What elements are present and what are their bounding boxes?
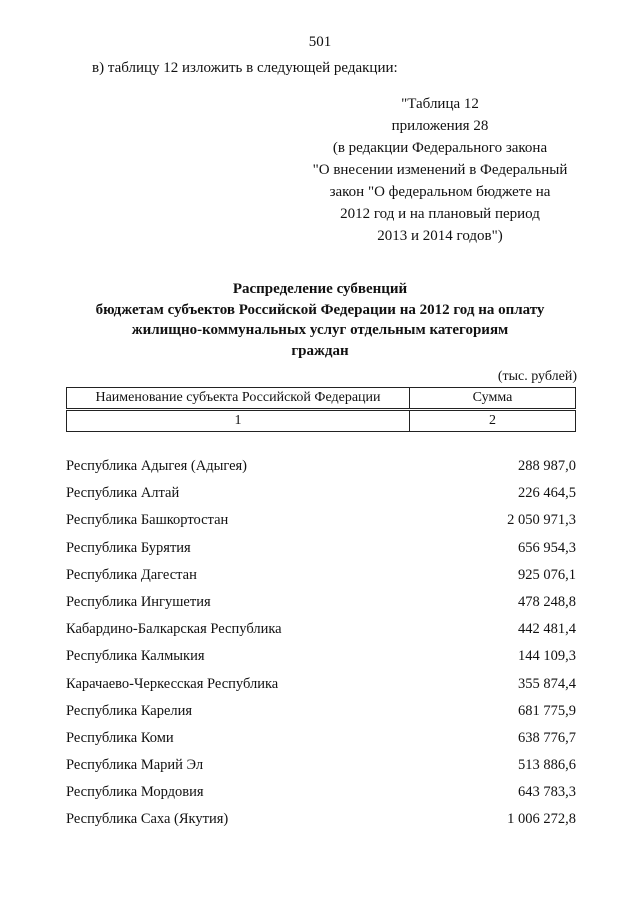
region-name: Республика Калмыкия [66,648,205,665]
table-caption [290,93,590,247]
header-amount: Сумма [410,388,576,410]
caption-line: "О внесении изменений в Федеральный [312,162,568,178]
amount-value: 288 987,0 [518,458,576,474]
title-line: жилищно-коммунальных услуг отдельным категориям [131,322,509,338]
region-name: Республика Алтай [66,485,180,502]
caption-line: 2012 год и на плановый период [340,206,540,222]
table-row [66,567,576,594]
region-name: Республика Марий Эл [66,757,204,774]
amount-value: 1 006 272,8 [507,811,576,828]
amount-value: 681 775,9 [518,702,576,719]
amount-value: 925 076,1 [518,566,576,583]
amount-value: 478 248,8 [518,593,576,610]
table-row [66,485,576,512]
region-name: Республика Адыгея (Адыгея) [66,458,248,474]
region-name: Республика Саха (Якутия) [66,811,229,828]
table-header [66,387,576,432]
title-line: Распределение субвенций [232,281,408,297]
unit-label: (тыс. рублей) [497,369,577,384]
region-name: Республика Карелия [66,702,193,719]
title-line: граждан [291,342,349,359]
table-row [66,676,576,703]
amount-value: 442 481,4 [518,621,576,638]
table-row [66,811,576,838]
table-row [66,757,576,784]
region-name: Карачаево-Черкесская Республика [66,675,279,692]
amount-value: 656 954,3 [518,539,576,556]
table-row [66,540,576,567]
header-row [67,388,576,410]
region-name: Республика Коми [66,729,174,746]
amount-value: 643 783,3 [518,784,576,801]
amount-value: 355 874,4 [518,675,576,692]
region-name: Республика Башкортостан [66,512,229,529]
amount-value: 513 886,6 [518,757,576,774]
column-number: 2 [410,410,576,432]
amount-value: 638 776,7 [518,729,576,746]
amount-value: 226 464,5 [518,485,576,502]
table-row [66,648,576,675]
table-row [66,784,576,811]
table-row [66,594,576,621]
region-name: Республика Мордовия [66,784,204,801]
column-number-row [67,410,576,432]
caption-line: приложения 28 [391,118,489,134]
table-body [66,458,576,839]
table-row [66,730,576,757]
region-name: Республика Дагестан [66,566,197,583]
caption-line: закон "О федеральном бюджете на [329,184,551,200]
caption-line: (в редакции Федерального закона [332,140,548,156]
region-name: Республика Ингушетия [66,593,211,610]
table-row [66,458,576,485]
column-number: 1 [67,410,410,432]
amount-value: 144 109,3 [518,648,576,665]
region-name: Республика Бурятия [66,539,191,556]
title-line: бюджетам субъектов Российской Федерации на 2012 год на оплату [95,301,545,318]
caption-line: "Таблица 12 [401,96,479,112]
header-name: Наименование субъекта Российской Федерации [67,388,410,410]
amount-value: 2 050 971,3 [507,512,576,529]
caption-line: 2013 и 2014 годов") [377,228,503,244]
page-number: 501 [308,34,332,50]
table-row [66,703,576,730]
table-row [66,621,576,648]
document-title [40,279,600,361]
table-row [66,512,576,539]
intro-text: в) таблицу 12 изложить в следующей редакции: [92,60,398,76]
region-name: Кабардино-Балкарская Республика [66,621,282,638]
